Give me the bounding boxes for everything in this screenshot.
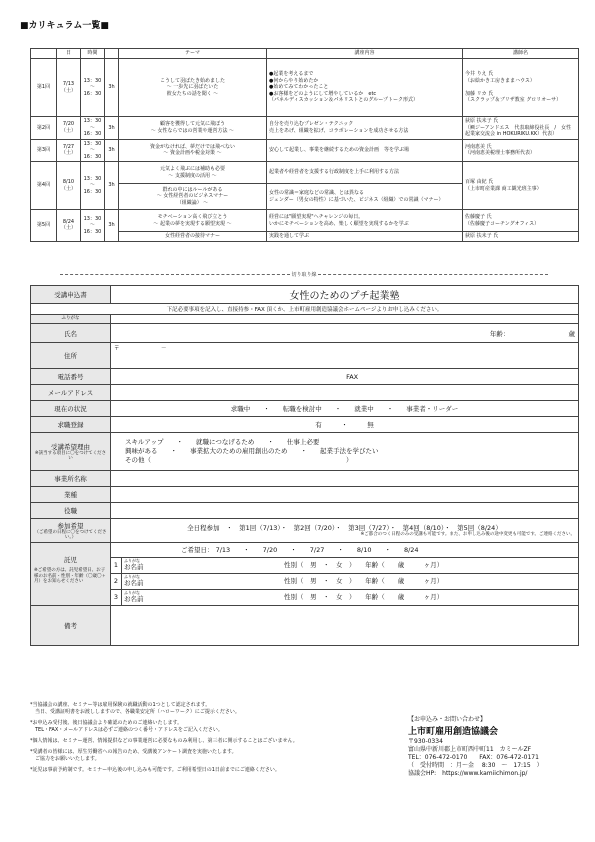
reason-line-1[interactable]: スキルアップ ・ 就職につなげるため ・ 仕事上必要 bbox=[125, 438, 320, 446]
session-instructor: 荻原 扶未子 氏 bbox=[463, 232, 579, 242]
childcare-dates[interactable]: 7/13 ・ 7/20 ・ 7/27 ・ 8/10 ・ 8/24 bbox=[215, 546, 419, 554]
session-time: 13：30 ～ 16：30 bbox=[81, 59, 105, 117]
notes-block bbox=[30, 702, 390, 778]
session-content: ●起業を考えるまで ●何からやり始めたか ●始めてみてわかったこと ●お客様をどのようにして増やしているか etc （パネルディスカッション＆パネリストとのグループトーク形式） bbox=[267, 59, 463, 117]
child-age[interactable]: 年齢（ 歳 ヶ月） bbox=[365, 577, 444, 585]
curriculum-row bbox=[31, 117, 579, 140]
form-title: 女性のためのプチ起業塾 bbox=[111, 286, 579, 304]
session-num: 第5回 bbox=[31, 210, 57, 242]
session-hours: 3h bbox=[105, 162, 119, 210]
child-name-label: お名前 bbox=[124, 579, 144, 587]
child-row-number: 2 bbox=[111, 574, 122, 589]
session-date: 8/10 （土） bbox=[57, 162, 81, 210]
curriculum-row bbox=[31, 210, 579, 232]
note-item: *当協議会の講座、セミナー等は雇用保険の就職活動の1つとして認定されます。 当日、受講証明書をお渡ししますので、各職業安定所（ハローワーク）にご提示ください。 bbox=[30, 702, 240, 715]
childcare-label-cell bbox=[31, 543, 111, 606]
child-gender[interactable]: 性別（ 男 ・ 女 ） bbox=[284, 561, 353, 569]
header-content: 講座内容 bbox=[267, 49, 463, 59]
name-label: 氏名 bbox=[31, 324, 111, 343]
session-instructor: 百塚 由紀 氏 （上市町産業課 商工観光班主事） bbox=[463, 162, 579, 210]
session-date: 7/27 （土） bbox=[57, 139, 81, 162]
session-num: 第2回 bbox=[31, 117, 57, 140]
remarks-label: 備考 bbox=[31, 606, 111, 646]
child-row[interactable] bbox=[111, 573, 578, 589]
session-hours: 3h bbox=[105, 117, 119, 140]
child-gender-age[interactable] bbox=[284, 590, 578, 605]
child-gender-age[interactable] bbox=[284, 558, 578, 573]
child-age[interactable]: 年齢（ 歳 ヶ月） bbox=[365, 593, 444, 601]
attend-label-cell bbox=[31, 519, 111, 543]
child-row[interactable] bbox=[111, 589, 578, 605]
status-options[interactable]: 求職中 ・ 転職を検討中 ・ 就業中 ・ 事業者・リーダー bbox=[111, 401, 579, 417]
session-hours: 3h bbox=[105, 59, 119, 117]
application-form bbox=[30, 285, 579, 646]
cut-line bbox=[30, 271, 578, 278]
child-gender-age[interactable] bbox=[284, 574, 578, 589]
phone-field[interactable] bbox=[111, 369, 579, 385]
business-name-label: 事業所名称 bbox=[31, 471, 111, 487]
session-date: 7/13 （土） bbox=[57, 59, 81, 117]
child-row-number: 3 bbox=[111, 590, 122, 605]
childcare-note: ※ご希望の方は、託児希望日、お子様のお名前・性別・年齢（〇歳〇ヶ月）をお知らせください bbox=[34, 568, 106, 584]
furigana-field[interactable] bbox=[111, 315, 579, 324]
reason-label: 受講希望理由 bbox=[51, 442, 90, 451]
session-date: 7/20 （土） bbox=[57, 117, 81, 140]
childcare-dates-row[interactable] bbox=[111, 543, 578, 557]
session-time: 13：30 ～ 16：30 bbox=[81, 117, 105, 140]
reason-line-3[interactable]: その他（ ） bbox=[125, 456, 353, 464]
phone-label: 電話番号 bbox=[31, 369, 111, 385]
address-field[interactable] bbox=[111, 343, 579, 369]
attend-sub-note: ※ご都合のつく日程のみの受講も可能です。また、お申し込み後の途中変更も可能です。ご連絡ください。 bbox=[360, 532, 575, 538]
session-content: 実践を通して学ぶ bbox=[267, 232, 463, 242]
session-content: 起業者や経営者を支援する行政制度を上手に利用する方法 bbox=[267, 162, 463, 184]
position-label: 役職 bbox=[31, 503, 111, 519]
child-furigana-label: ふりがな bbox=[124, 558, 140, 563]
note-item: *お申込み受付後、後日協議会より確認のためのご連絡いたします。 TEL・FAX・メールアドレスは必ずご連絡のつく番号・アドレスをご記入ください。 bbox=[30, 720, 223, 733]
postal-mark: 〒 bbox=[114, 346, 120, 352]
header-time: 時間 bbox=[81, 49, 105, 59]
industry-label: 業種 bbox=[31, 487, 111, 503]
session-time: 13：30 ～ 16：30 bbox=[81, 139, 105, 162]
session-theme: 元気よく飛ぶには補助も必要 ～ 支援制度の活用 ～ bbox=[119, 162, 267, 184]
session-time: 13：30 ～ 16：30 bbox=[81, 210, 105, 242]
attend-note: （ご希望の日程に〇をつけてください。） bbox=[34, 529, 107, 540]
header-date: 日 bbox=[57, 49, 81, 59]
registered-options[interactable]: 有 ・ 無 bbox=[111, 417, 579, 433]
session-theme: モチベーション高く飛び立とう ～ 起業の夢を実現する願望実現 ～ bbox=[119, 210, 267, 232]
header-hours bbox=[105, 49, 119, 59]
session-theme: 群れの中にはルールがある ～ 女性経営者のビジネスマナー （組織論） ～ bbox=[119, 184, 267, 210]
session-num: 第3回 bbox=[31, 139, 57, 162]
reason-options[interactable] bbox=[111, 433, 579, 471]
name-field[interactable] bbox=[111, 324, 579, 343]
curriculum-section-title: ■カリキュラム一覧■ bbox=[20, 21, 109, 31]
header-instructor: 講師名 bbox=[463, 49, 579, 59]
session-content: 自分を売り込むプレゼン・テクニック 売上をあげ、組織を拡げ、コラボレーションを成功させる方法 bbox=[267, 117, 463, 140]
session-content: 経営には"願望実現"へチャレンジの毎日。 いかにモチベーションを高め、楽しく願望を実現するかを学ぶ bbox=[267, 210, 463, 232]
address-label: 住所 bbox=[31, 343, 111, 369]
session-theme: 資金がなければ、夢だけでは飛べない ～ 資金計画や税金対策 ～ bbox=[119, 139, 267, 162]
cut-line-label: 切り取り線 bbox=[291, 272, 317, 278]
fax-label: FAX bbox=[346, 372, 359, 381]
form-instruction: 下記必要事項を記入し、直接持参・FAX 頂くか、上市町雇用創造協議会ホームページよりお申し込みください。 bbox=[31, 304, 579, 315]
industry-field[interactable] bbox=[111, 487, 579, 503]
session-num: 第4回 bbox=[31, 162, 57, 210]
email-label: メールアドレス bbox=[31, 385, 111, 401]
session-instructor: 今井 りえ 氏 （お絵かき工房きままハウス） 加藤 リカ 氏 （スクラップ＆ブリザ教室 グロリオーサ） bbox=[463, 59, 579, 117]
curriculum-row bbox=[31, 139, 579, 162]
position-field[interactable] bbox=[111, 503, 579, 519]
session-instructor: 荻原 扶未子 氏 （㈱ジーアンドエス 代表取締役社長 / 女性起業家交流会 in HOKURIKU.KK）代表） bbox=[463, 117, 579, 140]
child-row[interactable] bbox=[111, 557, 578, 573]
header-num bbox=[31, 49, 57, 59]
contact-website[interactable]: 協議会HP: https://www.kamiichimon.jp/ bbox=[408, 770, 528, 777]
child-gender[interactable]: 性別（ 男 ・ 女 ） bbox=[284, 593, 353, 601]
header-theme: テーマ bbox=[119, 49, 267, 59]
reason-line-2[interactable]: 興味がある ・ 事業拡大のための雇用創出のため ・ 起業手法を学びたい bbox=[125, 447, 379, 455]
status-label: 現在の状況 bbox=[31, 401, 111, 417]
session-theme: 顧客を獲得して元気に飛ぼう ～ 女性ならではの営業や運営方法 ～ bbox=[119, 117, 267, 140]
child-age[interactable]: 年齢（ 歳 ヶ月） bbox=[365, 561, 444, 569]
session-hours: 3h bbox=[105, 210, 119, 242]
child-name-field[interactable] bbox=[122, 590, 284, 605]
childcare-field bbox=[111, 543, 579, 606]
child-gender[interactable]: 性別（ 男 ・ 女 ） bbox=[284, 577, 353, 585]
reason-note: ※該当する項目に〇をつけてください bbox=[34, 450, 107, 461]
child-name-field[interactable] bbox=[122, 558, 284, 573]
session-content: 女性の常識＝家庭などの常識、とは異なる ジェンダー（男女の特性）に基づいた、ビジネス（組織）での常識（マナー） bbox=[267, 184, 463, 210]
session-date: 8/24 （土） bbox=[57, 210, 81, 242]
curriculum-row bbox=[31, 162, 579, 184]
session-content: 安心して起業し、事業を継続するための資金計画 等を学ぶ場 bbox=[267, 139, 463, 162]
age-unit: 歳 bbox=[568, 329, 575, 338]
attend-label: 参加希望 bbox=[57, 521, 84, 530]
remarks-field[interactable] bbox=[111, 606, 579, 646]
postal-dash: － bbox=[161, 346, 167, 352]
furigana-label: ふりがな bbox=[31, 315, 111, 324]
childcare-label: 託児 bbox=[64, 556, 77, 564]
business-name-field[interactable] bbox=[111, 471, 579, 487]
child-name-field[interactable] bbox=[122, 574, 284, 589]
registered-label: 求職登録 bbox=[31, 417, 111, 433]
curriculum-header-row bbox=[31, 49, 579, 59]
session-num: 第1回 bbox=[31, 59, 57, 117]
note-item: *託児は事前予約制です。セミナー申込後の申し込みも可能です。ご利用希望日の1日前までにご連絡ください。 bbox=[30, 767, 280, 773]
contact-address: 富山県中新川郡上市町西中町11 カミールZF bbox=[408, 746, 532, 753]
child-row-number: 1 bbox=[111, 558, 122, 573]
note-item: *個人情報は、セミナー運営、情報提供などの事業運営に必要なものみ利用し、第三者に開示することはございません。 bbox=[30, 738, 298, 744]
reason-label-cell bbox=[31, 433, 111, 471]
child-furigana-label: ふりがな bbox=[124, 590, 140, 595]
contact-org: 上市町雇用創造協議会 bbox=[408, 727, 499, 737]
curriculum-table bbox=[30, 48, 579, 242]
age-label: 年齢： bbox=[489, 329, 510, 338]
session-instructor: 河南恵美 氏 （河南恵美税理士事務所代表） bbox=[463, 139, 579, 162]
session-theme: 女性経営者の接待マナー bbox=[119, 232, 267, 242]
session-time: 13：30 ～ 16：30 bbox=[81, 162, 105, 210]
curriculum-row bbox=[31, 59, 579, 117]
note-item: *受講者の皆様には、厚生労働省への報告のため、受講後アンケート調査を実施いたします。 ご協力をお願いいたします。 bbox=[30, 749, 237, 762]
session-theme: こうして羽ばたき始めました ～ 一歩先に羽ばたいた 彼女たちの話を聞く ～ bbox=[119, 59, 267, 117]
email-field[interactable] bbox=[111, 385, 579, 401]
child-furigana-label: ふりがな bbox=[124, 574, 140, 579]
contact-phone: TEL：076-472-0170 FAX：076-472-0171 bbox=[408, 754, 539, 761]
contact-header: 【お申込み・お問い合わせ】 bbox=[408, 716, 487, 723]
attend-options[interactable]: 全日程参加 ・ 第1回（7/13）・ 第2回（7/20）・ 第3回（7/27）・ 第4回（8/10）・ 第5回（8/24） bbox=[187, 524, 502, 533]
child-name-label: お名前 bbox=[124, 563, 144, 571]
session-instructor: 佐藤慶子 氏 （佐藤慶子コーチングオフィス） bbox=[463, 210, 579, 232]
child-name-label: お名前 bbox=[124, 595, 144, 603]
contact-block bbox=[408, 716, 583, 778]
contact-postal: 〒930-0334 bbox=[408, 738, 443, 745]
session-hours: 3h bbox=[105, 139, 119, 162]
form-header-label: 受講申込書 bbox=[31, 286, 111, 304]
childcare-dates-label: ご希望日： bbox=[181, 546, 214, 554]
contact-hours: （ 受付時間 ：月～金 8:30 ～ 17:15 ） bbox=[408, 762, 543, 769]
attend-field[interactable] bbox=[111, 519, 579, 543]
